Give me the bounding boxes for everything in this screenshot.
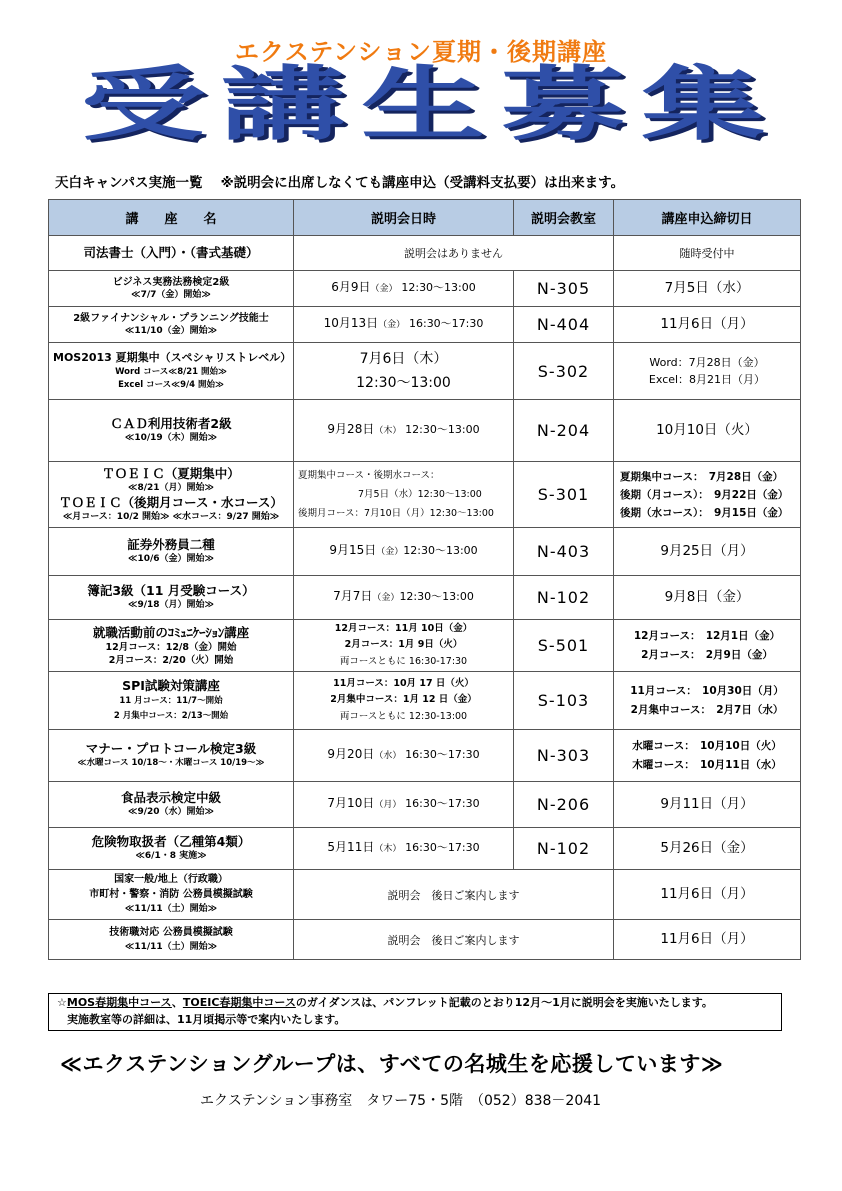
table-row <box>49 400 801 462</box>
deadline: 水曜コース： 10月10日（火） 木曜コース： 10月11日（水） <box>614 730 801 782</box>
deadline: 随時受付中 <box>614 236 801 271</box>
session-date: 9月15日（金）12:30～13:00 <box>294 528 514 576</box>
session-date: 9月28日（木） 12:30～13:00 <box>294 400 514 462</box>
deadline: 5月26日（金） <box>614 828 801 870</box>
deadline: Word：7月28日（金） Excel：8月21日（月） <box>614 343 801 400</box>
session-room: N-206 <box>514 782 614 828</box>
table-row <box>49 576 801 620</box>
notice-line: ☆MOS春期集中コース、TOEIC春期集中コースのガイダンスは、パンフレット記載のとおり12月～1月に説明会を実施いたします。 <box>57 996 713 1009</box>
campus-title: 天白キャンパス実施一覧 <box>55 175 203 191</box>
deadline: 11月コース： 10月30日（月） 2月集中コース： 2月7日（水） <box>614 672 801 730</box>
course-name: 2級ファイナンシャル・プランニング技能士 ≪11/10（金）開始≫ <box>49 307 294 343</box>
office-contact: エクステンション事務室 タワー75・5階 （052）838－2041 <box>200 1093 602 1109</box>
table-row <box>49 828 801 870</box>
header-session-date: 説明会日時 <box>294 200 514 236</box>
header-deadline: 講座申込締切日 <box>614 200 801 236</box>
deadline: 9月11日（月） <box>614 782 801 828</box>
mos-course-link-text: MOS春期集中コース <box>66 996 172 1009</box>
session-room: S-302 <box>514 343 614 400</box>
subtitle: エクステンション夏期・後期講座 <box>235 38 607 66</box>
course-name: ビジネス実務法務検定2級 ≪7/7（金）開始≫ <box>49 271 294 307</box>
table-row <box>49 672 801 730</box>
table-row <box>49 730 801 782</box>
session-room: N-403 <box>514 528 614 576</box>
deadline: 11月6日（月） <box>614 920 801 960</box>
session-info: 説明会はありません <box>294 236 614 271</box>
session-date: 5月11日（木） 16:30～17:30 <box>294 828 514 870</box>
deadline: 7月5日（水） <box>614 271 801 307</box>
headline <box>78 58 768 151</box>
course-name: 就職活動前のｺﾐｭﾆｹｰｼｮﾝ講座 12月コース：12/8（金）開始 2月コース：2/20（火）開始 <box>49 620 294 672</box>
session-info: 説明会 後日ご案内します <box>294 870 614 920</box>
table-row <box>49 528 801 576</box>
session-date: 9月20日（水） 16:30～17:30 <box>294 730 514 782</box>
session-date: 7月10日（月） 16:30～17:30 <box>294 782 514 828</box>
session-info: 説明会 後日ご案内します <box>294 920 614 960</box>
table-row <box>49 870 801 920</box>
intro-note: ※説明会に出席しなくても講座申込（受講料支払要）は出来ます。 <box>220 175 625 191</box>
deadline: 夏期集中コース： 7月28日（金） 後期（月コース）： 9月22日（金） 後期（水コース）： 9月15日（金） <box>614 462 801 528</box>
table-header-row <box>49 200 801 236</box>
deadline: 12月コース： 12月1日（金） 2月コース： 2月9日（金） <box>614 620 801 672</box>
course-name: 危険物取扱者（乙種第4類） ≪6/1・8 実施≫ <box>49 828 294 870</box>
course-name: ＣＡＤ利用技術者2級 ≪10/19（木）開始≫ <box>49 400 294 462</box>
deadline: 9月25日（月） <box>614 528 801 576</box>
course-name: マナー・プロトコール検定3級 ≪水曜コース 10/18～・木曜コース 10/19～≫ <box>49 730 294 782</box>
session-room: N-404 <box>514 307 614 343</box>
notice-line: 実施教室等の詳細は、11月頃掲示等で案内いたします。 <box>67 1013 346 1026</box>
table-row <box>49 462 801 528</box>
deadline: 11月6日（月） <box>614 307 801 343</box>
session-room: N-102 <box>514 828 614 870</box>
course-name: SPI試験対策講座 11 月コース：11/7～開始 2 月集中コース：2/13～開始 <box>49 672 294 730</box>
session-date: 10月13日（金） 16:30～17:30 <box>294 307 514 343</box>
session-room: S-301 <box>514 462 614 528</box>
course-name: 司法書士（入門）・（書式基礎） <box>49 236 294 271</box>
session-date: 夏期集中コース・後期水コース： 7月5日（水）12:30～13:00 後期月コース：7月10日（月）12:30～13:00 <box>294 462 514 528</box>
session-room: S-501 <box>514 620 614 672</box>
deadline: 9月8日（金） <box>614 576 801 620</box>
headline-char: 生 <box>361 58 485 151</box>
header-course-name: 講 座 名 <box>49 200 294 236</box>
headline-char: 講 <box>221 58 345 151</box>
table-row <box>49 307 801 343</box>
course-name: 技術職対応 公務員模擬試験 ≪11/11（土）開始≫ <box>49 920 294 960</box>
course-name: 食品表示検定中級 ≪9/20（水）開始≫ <box>49 782 294 828</box>
course-name: ＴＯＥＩＣ（夏期集中） ≪8/21（月）開始≫ ＴＯＥＩＣ（後期月コース・水コース） ≪月コース：10/2 開始≫ ≪水コース：9/27 開始≫ <box>49 462 294 528</box>
course-name: 簿記3級（11 月受験コース） ≪9/18（月）開始≫ <box>49 576 294 620</box>
session-room: N-204 <box>514 400 614 462</box>
course-name: 証券外務員二種 ≪10/6（金）開始≫ <box>49 528 294 576</box>
headline-char: 受 <box>81 58 205 151</box>
session-room: N-305 <box>514 271 614 307</box>
header-session-room: 説明会教室 <box>514 200 614 236</box>
session-date: 11月コース：10月 17 日（火） 2月集中コース：1月 12 日（金） 両コースともに 12:30-13:00 <box>294 672 514 730</box>
session-date: 12月コース：11月 10日（金） 2月コース：1月 9日（火） 両コースともに 16:30-17:30 <box>294 620 514 672</box>
deadline: 11月6日（月） <box>614 870 801 920</box>
session-date: 7月7日（金）12:30～13:00 <box>294 576 514 620</box>
toeic-course-link-text: TOEIC春期集中コース <box>182 996 296 1009</box>
schedule-table <box>48 199 801 960</box>
slogan: ≪エクステンショングループは、すべての名城生を応援しています≫ <box>60 1052 724 1076</box>
headline-char: 募 <box>501 58 625 151</box>
notice-box <box>48 993 782 1031</box>
table-row <box>49 620 801 672</box>
table-row <box>49 236 801 271</box>
table-row <box>49 920 801 960</box>
table-row <box>49 782 801 828</box>
session-date: 6月9日（金） 12:30～13:00 <box>294 271 514 307</box>
intro-line <box>55 171 795 191</box>
course-name: 国家一般/地上（行政職） 市町村・警察・消防 公務員模擬試験 ≪11/11（土）開始≫ <box>49 870 294 920</box>
deadline: 10月10日（火） <box>614 400 801 462</box>
session-room: S-103 <box>514 672 614 730</box>
session-room: N-303 <box>514 730 614 782</box>
table-row <box>49 271 801 307</box>
course-name: MOS2013 夏期集中（スペシャリストレベル） Word コース≪8/21 開始≫ Excel コース≪9/4 開始≫ <box>49 343 294 400</box>
session-date: 7月6日（木） 12:30～13:00 <box>294 343 514 400</box>
session-room: N-102 <box>514 576 614 620</box>
table-row <box>49 343 801 400</box>
headline-char: 集 <box>641 58 765 151</box>
